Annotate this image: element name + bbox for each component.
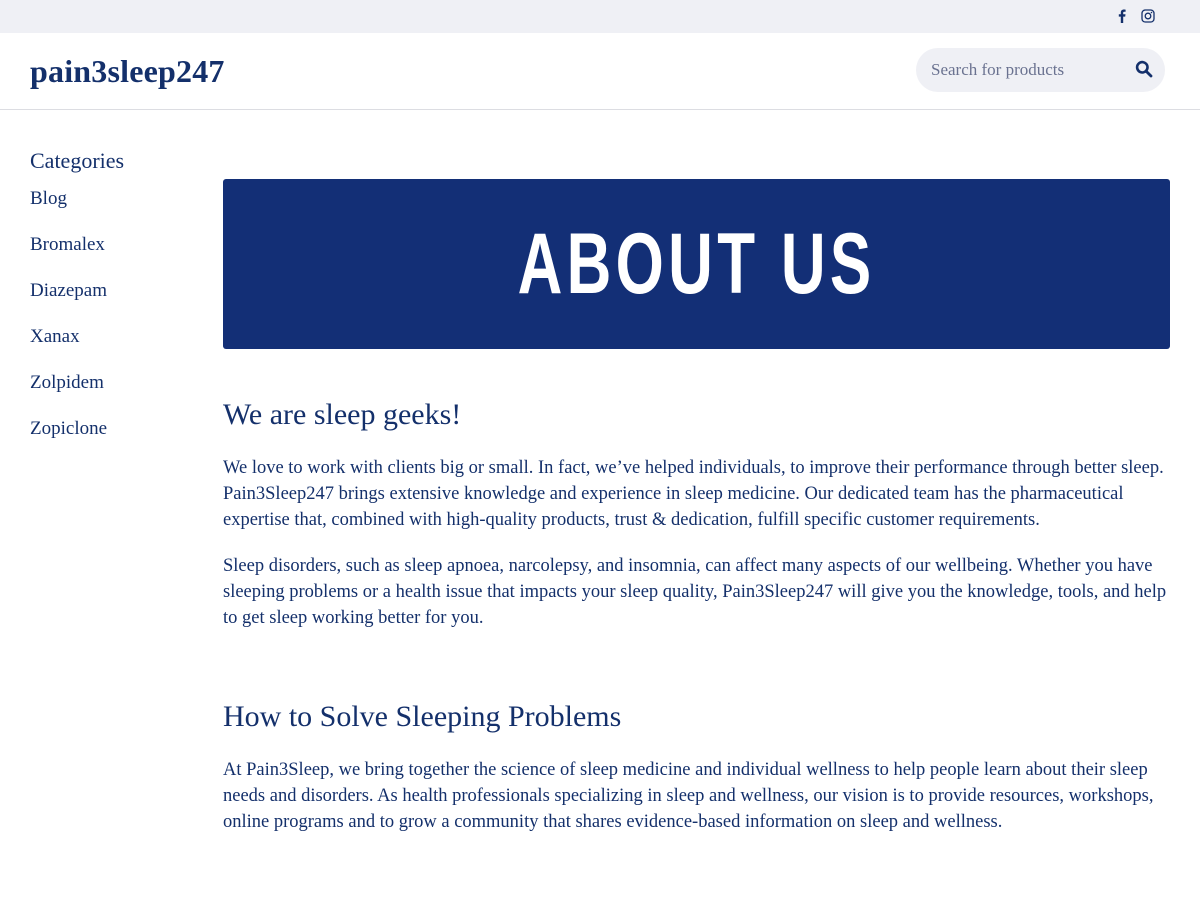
sidebar-item-diazepam <box>30 280 200 326</box>
sidebar-item-bromalex <box>30 234 200 280</box>
sidebar-categories <box>30 148 200 464</box>
category-link[interactable]: Zopiclone <box>30 418 108 439</box>
category-list <box>30 188 200 464</box>
sidebar-item-zopiclone <box>30 418 200 464</box>
sidebar-title: Categories <box>30 148 125 173</box>
site-logo[interactable]: pain3sleep247 <box>30 53 225 89</box>
site-header <box>0 33 1200 110</box>
category-link[interactable]: Diazepam <box>30 280 108 301</box>
search-icon <box>1135 66 1153 81</box>
section-heading: We are sleep geeks! <box>223 398 462 431</box>
section-heading: How to Solve Sleeping Problems <box>223 700 622 733</box>
top-bar <box>0 0 1200 33</box>
category-link[interactable]: Blog <box>30 188 67 209</box>
search-button[interactable] <box>1134 59 1154 81</box>
search-box <box>916 48 1165 92</box>
sidebar-item-zolpidem <box>30 372 200 418</box>
sidebar-item-blog <box>30 188 200 234</box>
sidebar-item-xanax <box>30 326 200 372</box>
category-link[interactable]: Zolpidem <box>30 372 104 393</box>
search-input[interactable] <box>931 48 1121 92</box>
facebook-icon[interactable] <box>1115 9 1129 23</box>
banner-title: ABOUT US <box>517 215 876 312</box>
category-link[interactable]: Xanax <box>30 326 80 347</box>
section-paragraph: We love to work with clients big or small. In fact, we’ve helped individuals, to improve their performance through better sleep. Pain3Sleep247 brings extensive knowledge and experience in sleep medicine. Our dedicated team has the pharmaceutical expertise that, combined with high-quality products, trust & dedication, fulfill specific customer requirements. <box>223 458 1164 530</box>
about-us-banner <box>223 179 1170 349</box>
instagram-icon[interactable] <box>1141 9 1155 23</box>
section-paragraph: Sleep disorders, such as sleep apnoea, narcolepsy, and insomnia, can affect many aspects of our wellbeing. Whether you have sleeping problems or a health issue that impacts your sleep quality, Pain3Sleep247 will give you the knowledge, tools, and help to get sleep working better for you. <box>223 556 1167 628</box>
category-link[interactable]: Bromalex <box>30 234 105 255</box>
section-paragraph: At Pain3Sleep, we bring together the science of sleep medicine and individual wellness to help people learn about their sleep needs and disorders. As health professionals specializing in sleep and wellness, our vision is to provide resources, workshops, online programs and to grow a community that shares evidence-based information on sleep and wellness. <box>223 760 1154 832</box>
